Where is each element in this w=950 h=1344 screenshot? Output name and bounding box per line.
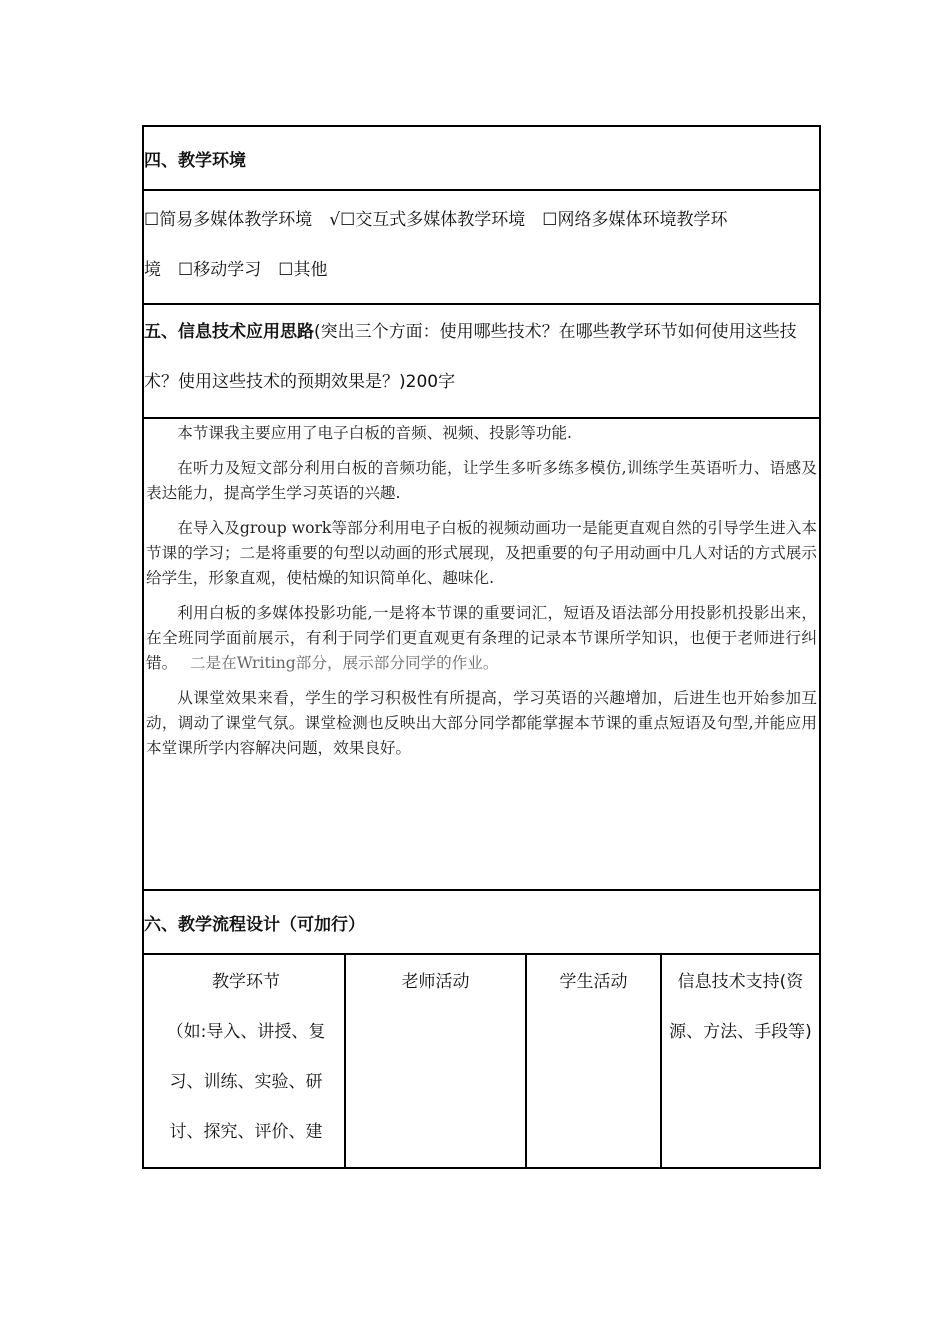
column-student-activity <box>527 955 662 1167</box>
paragraph: 在听力及短文部分利用白板的音频功能，让学生多听多练多模仿,训练学生英语听力、语感及表达能力，提高学生学习英语的兴趣. <box>146 459 817 502</box>
column-label: 老师活动 <box>401 972 470 992</box>
paragraph <box>146 601 817 676</box>
paragraph-part: 利用白板的多媒体投影功能,一是将本节课的重要词汇，短语及语法部分用投影机投影出来，在全班同学面前展示，有利于同学们更直观更有条理的记录本节课所学知识，也便于老师进行纠错。 <box>146 604 817 672</box>
paragraph: 从课堂效果来看，学生的学习积极性有所提高，学习英语的兴趣增加，后进生也开始参加互动，调动了课堂气氛。课堂检测也反映出大部分同学都能掌握本节课的重点短语及句型,并能应用本堂课所学内容解决问题，效果良好。 <box>146 689 817 757</box>
section-5-title: 五、信息技术应用思路 <box>144 322 314 342</box>
teaching-environment-options <box>144 191 819 305</box>
column-note: 讨、探究、评价、建 <box>169 1122 323 1142</box>
paragraph: 本节课我主要应用了电子白板的音频、视频、投影等功能. <box>177 424 572 442</box>
section-4-title: 四、教学环境 <box>144 150 246 171</box>
paragraph-part-faded: 二是在Writing部分，展示部分同学的作业。 <box>189 654 499 672</box>
section-6-heading <box>144 891 819 955</box>
paragraph: 在导入及group work等部分利用电子白板的视频动画功一是能更直观自然的引导学生进入本节课的学习；二是将重要的句型以动画的形式展现，及把重要的句子用动画中几人对话的方式展示给学生，形象直观，使枯燥的知识简单化、趣味化. <box>146 519 817 587</box>
environment-options-line-1: ☐简易多媒体教学环境 √☐交互式多媒体教学环境 ☐网络多媒体环境教学环 <box>144 210 728 230</box>
column-teacher-activity <box>346 955 527 1167</box>
section-5-heading <box>144 305 819 419</box>
teaching-flow-header-row <box>144 955 819 1167</box>
column-it-support <box>662 955 819 1167</box>
environment-options-line-2: 境 ☐移动学习 ☐其他 <box>144 260 328 280</box>
column-label: 学生活动 <box>559 972 628 992</box>
section-5-instructions: (突出三个方面：使用哪些技术？在哪些教学环节如何使用这些技术？使用这些技术的预期效果是？)200字 <box>144 322 797 392</box>
section-4-heading <box>144 127 819 191</box>
section-6-title: 六、教学流程设计（可加行） <box>144 914 365 935</box>
column-note: 习、训练、实验、研 <box>169 1072 323 1092</box>
column-teaching-stage <box>144 955 346 1167</box>
column-label: 信息技术支持(资源、方法、手段等) <box>669 972 812 1042</box>
column-label: 教学环节 <box>212 972 280 992</box>
lesson-plan-table <box>142 125 821 1169</box>
technology-application-body <box>144 419 819 891</box>
column-note: （如:导入、讲授、复 <box>166 1022 326 1042</box>
